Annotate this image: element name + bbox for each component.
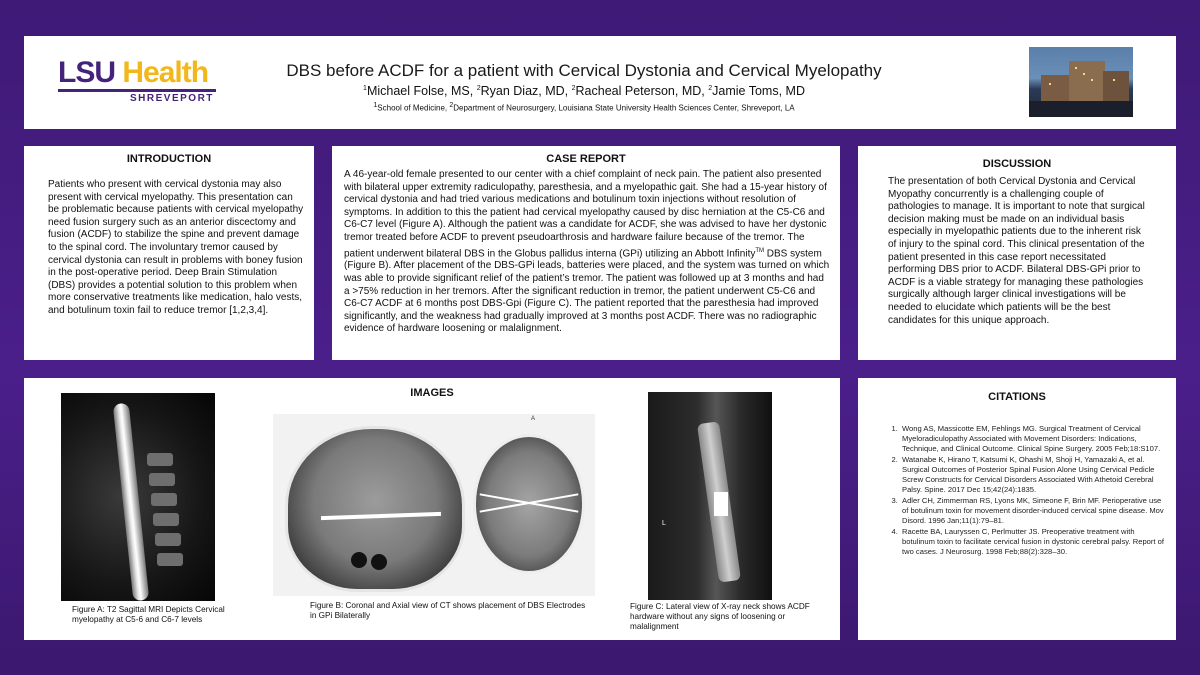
logo-bar [58,89,216,92]
affil-1-text: School of Medicine, [377,103,450,113]
mri-vertebra [153,513,179,526]
author-4-affil: 2 [708,84,713,92]
author-list [264,84,904,98]
ct-sinus [351,552,367,568]
figure-c-caption: Figure C: Lateral view of X-ray neck shows ACDF hardware without any signs of loosening or malalignment [630,602,810,631]
affiliation-line [264,102,904,113]
mri-spinal-cord [113,403,150,601]
xray-side-marker: L [662,520,666,527]
affil-2-text: Department of Neurosurgery, Louisiana State University Health Sciences Center, Shreveport, LA [453,103,795,113]
case-report-text-part2: DBS system (Figure B). After placement of the DBS-GPi leads, batteries were placed, and the system was turned on which was able to provide significant relief of the patient’s tremor. The patient was followed up at 3 months and had a >75% reduction in her tremors. After the significant reduction in tremor, the patient underwent C5-C6 and C6-C7 ACDF at 6 months post DBS-Gpi (Figure C). The patient reported that the paresthesia had improved significantly, and the weakness had gradually improved at 3 months post ACDF. There was no radiographic evidence of hardware loosening or malalignment. [344,247,830,335]
images-heading: IMAGES [410,387,454,399]
author-1-affil: 1 [363,84,367,92]
figure-b-ct [273,414,595,596]
figure-c-xray [648,392,772,600]
case-report-text [344,169,832,336]
mri-vertebra [149,473,175,486]
hospital-photo [1029,47,1133,117]
logo-shreveport-text: SHREVEPORT [130,93,214,104]
mri-vertebra [157,553,183,566]
case-report-text-part1: A 46-year-old female presented to our center with a chief complaint of neck pain. The patient also presented with bilateral upper extremity radiculopathy, paresthesia, and a myelopathic gait. She had a 15-year history of cervical dystonia and had tried various medications and botulinum toxin injections without resolution of symptoms. In addition to this the patient had cervical myelopathy caused by disc herniation at the C5-C6 and C6-C7 level (Figure A). Although the patient was a candidate for ACDF, she was advised to have her dystonic tremor treated before ACDF to prevent pseudoarthrosis and hardware failure because of the tremor. The patient underwent bilateral DBS in the Globus pallidus interna (GPi) utilizing an Abbott Infinity [344,169,827,259]
citations-heading: CITATIONS [988,391,1046,403]
photo-building-left [1041,75,1071,101]
figure-a-mri [61,393,215,601]
case-report-heading: CASE REPORT [546,153,626,165]
citation-item: 2. Watanabe K, Hirano T, Katsumi K, Ohashi M, Shoji H, Yamazaki A, et al. Surgical Outcomes of Posterior Spinal Fusion Alone Using Cervical Pedicle Screw Constructs for Cervical Disorders Associated With Athetoid Cerebral Palsy. Spine. 2017 Dec 15;42(24):1835. [900,455,1166,495]
citation-list [900,424,1166,558]
mri-vertebra [155,533,181,546]
introduction-text: Patients who present with cervical dystonia may also present with cervical myelopathy. This presentation can be problematic because patients with cervical myelopathy need fusion surgery such as an anterior discectomy and fusion (ACDF) to stabilize the spine and prevent damage to the spinal cord. The involuntary tremor caused by cervical dystonia can result in problems with boney fusion in the post-operative period. Deep Brain Stimulation (DBS) provides a potential solution to this problem when more conservative treatments like medication, halo vests, and botulinum toxin fail to reduce tremor [1,2,3,4]. [48,179,304,316]
xray-acdf-hardware [714,492,728,516]
affil-2-sup: 2 [449,102,454,109]
poster-title: DBS before ACDF for a patient with Cervical Dystonia and Cervical Myelopathy [286,61,882,80]
mri-vertebra [147,453,173,466]
logo-health-text: Health [122,56,209,89]
citation-item: 3. Adler CH, Zimmerman RS, Lyons MK, Simeone F, Brin MF. Perioperative use of botulinum toxin for movement disorder-induced cervical spine disease. Mov Disord. 1996 Jan;11(1):79–81. [900,496,1166,526]
mri-vertebra [151,493,177,506]
lsu-health-logo [58,58,228,116]
photo-window [1075,67,1077,69]
author-3-name: Racheal Peterson, MD, [575,84,709,98]
affil-1-sup: 1 [373,102,378,109]
poster-header [24,36,1176,129]
figure-b-caption: Figure B: Coronal and Axial view of CT shows placement of DBS Electrodes in GPi Bilaterally [310,601,586,620]
introduction-panel [24,146,314,360]
photo-window [1083,73,1085,75]
photo-parking-lot [1029,101,1133,117]
discussion-heading: DISCUSSION [982,158,1052,170]
author-2-affil: 2 [476,84,481,92]
citation-item: 1. Wong AS, Massicotte EM, Fehlings MG. Surgical Treatment of Cervical Myeloradiculopathy Associated with Movement Disorders: Indications, Technique, and Clinical Outcome. Clinical Spine Surgery. 2005 Feb;18:S107. [900,424,1166,454]
author-3-affil: 2 [571,84,576,92]
photo-building-right [1103,71,1129,101]
citations-panel [858,378,1176,640]
photo-window [1091,79,1093,81]
photo-window [1113,79,1115,81]
author-2-name: Ryan Diaz, MD, [480,84,572,98]
discussion-panel [858,146,1176,360]
author-1-name: Michael Folse, MS, [366,84,477,98]
introduction-heading: INTRODUCTION [126,153,212,165]
citation-item: 4. Racette BA, Lauryssen C, Perlmutter JS. Preoperative treatment with botulinum toxin to facilitate cervical fusion in dystonic cerebral palsy. Report of two cases. J Neurosurg. 1998 Feb;88(2):328–30. [900,527,1166,557]
discussion-text: The presentation of both Cervical Dystonia and Cervical Myopathy concurrently is a challenging couple of pathologies to manage. It is important to note that surgical decision making must be made on an individual basis especially in myelopathic patients due to the inherent risk of injury to the spinal cord. This clinical presentation of the patient presented in this case report necessitated performing DBS prior to ACDF. Bilateral DBS-GPi prior to ACDF is a viable strategy for managing these pathologies surgically although larger clinical investigations will be needed to elucidate which patients will be the best candidates for this unique approach. [888,176,1145,326]
logo-lsu-text: LSU [58,56,115,89]
title-block [264,61,904,113]
author-4-name: Jamie Toms, MD [712,84,805,98]
ct-orientation-marker: A [531,416,536,422]
case-report-panel [332,146,840,360]
photo-window [1049,83,1051,85]
figure-a-caption: Figure A: T2 Sagittal MRI Depicts Cervical myelopathy at C5-6 and C6-7 levels [72,605,225,624]
images-panel [24,378,840,640]
ct-sinus [371,554,387,570]
trademark-sup: TM [755,247,765,254]
